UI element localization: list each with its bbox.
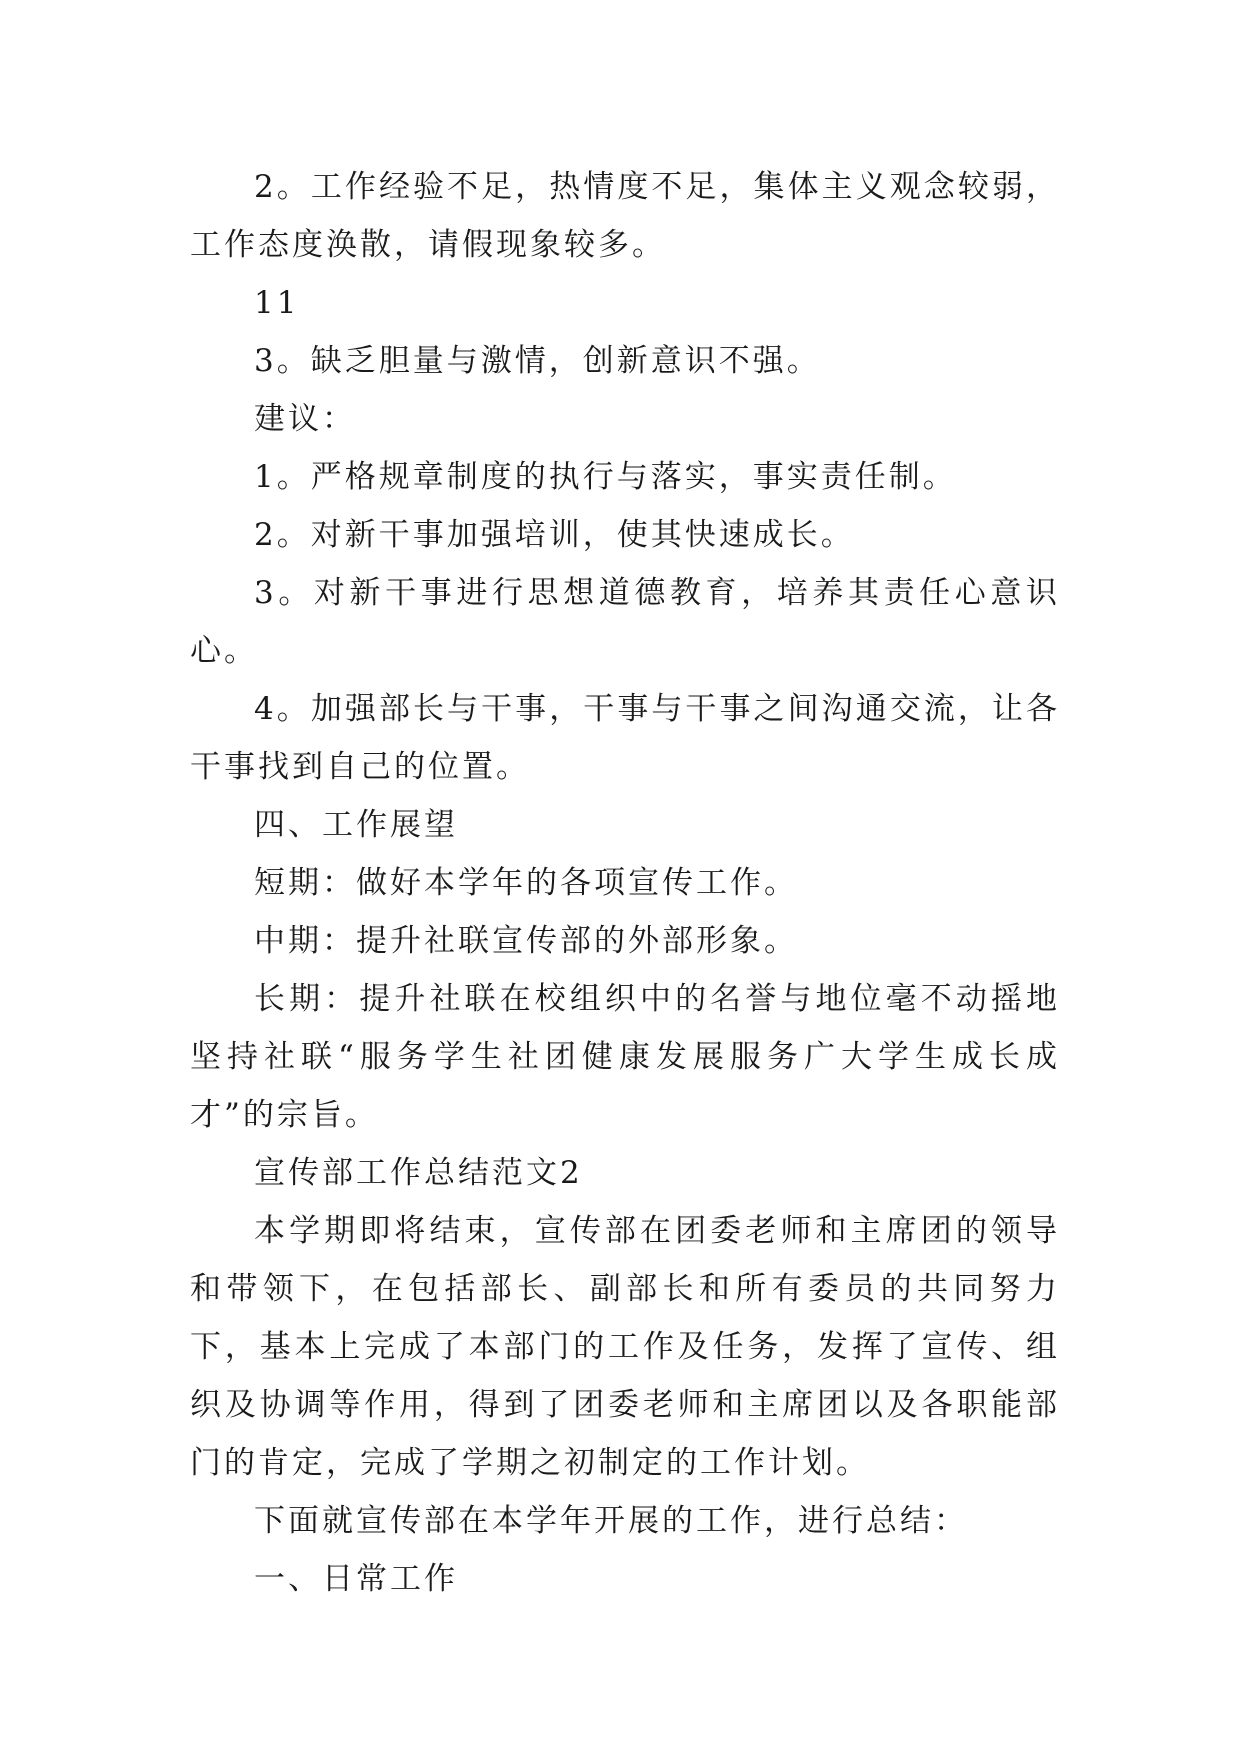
document-body	[190, 158, 1060, 1608]
heading-daily-work: 一、日常工作	[254, 1561, 458, 1597]
paragraph-suggestion-4: 4。加强部长与干事，干事与干事之间沟通交流，让各干事找到自己的位置。	[190, 691, 1060, 785]
paragraph-summary-lead: 下面就宣传部在本学年开展的工作，进行总结：	[254, 1503, 968, 1539]
heading-sample-2: 宣传部工作总结范文2	[254, 1155, 583, 1191]
paragraph-intro: 本学期即将结束，宣传部在团委老师和主席团的领导和带领下，在包括部长、副部长和所有委员的共同努力下，基本上完成了本部门的工作及任务，发挥了宣传、组织及协调等作用，得到了团委老师和主席团以及各职能部门的肯定，完成了学期之初制定的工作计划。	[190, 1213, 1060, 1481]
page-number-text: 11	[254, 285, 300, 321]
paragraph-shortcoming-2: 2。工作经验不足，热情度不足，集体主义观念较弱，工作态度涣散，请假现象较多。	[190, 169, 1060, 263]
paragraph-suggestion-2: 2。对新干事加强培训，使其快速成长。	[254, 517, 855, 553]
heading-suggestions: 建议：	[254, 401, 356, 437]
heading-work-outlook: 四、工作展望	[254, 807, 458, 843]
paragraph-mid-term: 中期：提升社联宣传部的外部形象。	[254, 923, 798, 959]
paragraph-short-term: 短期：做好本学年的各项宣传工作。	[254, 865, 798, 901]
paragraph-long-term: 长期：提升社联在校组织中的名誉与地位毫不动摇地坚持社联“服务学生社团健康发展服务广大学生成长成才”的宗旨。	[190, 981, 1060, 1133]
paragraph-suggestion-3: 3。对新干事进行思想道德教育，培养其责任心意识心。	[190, 575, 1060, 669]
paragraph-shortcoming-3: 3。缺乏胆量与激情，创新意识不强。	[254, 343, 821, 379]
paragraph-suggestion-1: 1。严格规章制度的执行与落实，事实责任制。	[254, 459, 957, 495]
